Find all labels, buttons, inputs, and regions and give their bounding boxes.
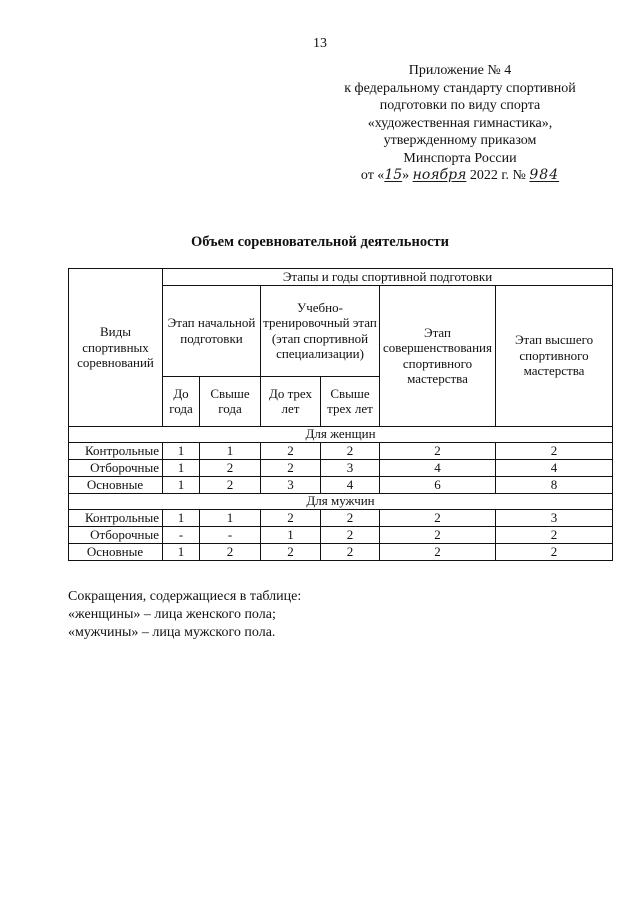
table-cell: 8: [496, 476, 613, 493]
date-year: 2022 г. №: [469, 168, 526, 183]
appendix-line-1: Приложение № 4: [408, 63, 512, 78]
table-cell: 1: [163, 543, 200, 560]
table-cell: 2: [200, 476, 261, 493]
table-row: [69, 526, 613, 543]
table-cell: 1: [163, 509, 200, 526]
subheader-over-three-years: Свыше трех лет: [321, 376, 380, 426]
table-cell: 2: [321, 442, 380, 459]
appendix-line-2: к федеральному стандарту спортивной: [344, 80, 576, 96]
table-cell: 2: [321, 543, 380, 560]
table-cell: 2: [261, 543, 321, 560]
date-mid: »: [402, 168, 410, 183]
table-cell: 2: [261, 459, 321, 476]
table-cell: 3: [496, 509, 613, 526]
table-cell: 3: [261, 476, 321, 493]
table-cell: 1: [163, 459, 200, 476]
col-header-kinds: Виды спортивных соревнований: [69, 269, 163, 427]
handwritten-month: ноября: [412, 167, 467, 183]
table-cell: 1: [163, 442, 200, 459]
subheader-over-year: Свыше года: [200, 376, 261, 426]
table-cell: 2: [496, 543, 613, 560]
order-date-line: [310, 167, 610, 185]
row-label: Основные: [69, 543, 163, 560]
table-cell: 2: [261, 442, 321, 459]
appendix-line-4: «художественная гимнастика»,: [367, 115, 553, 131]
table-cell: 2: [321, 509, 380, 526]
row-label: Основные: [69, 476, 163, 493]
col-header-improvement-stage: Этап совершенствования спортивного мастерства: [380, 285, 496, 426]
abbreviations-note: [68, 588, 301, 642]
section-women: Для женщин: [69, 426, 613, 442]
note-line-1: Сокращения, содержащиеся в таблице:: [68, 589, 302, 604]
table-row: [69, 476, 613, 493]
table-cell: -: [163, 526, 200, 543]
row-label: Отборочные: [69, 526, 163, 543]
appendix-line-3: подготовки по виду спорта: [379, 98, 541, 113]
subheader-up-to-year: До года: [163, 376, 200, 426]
date-prefix: от «: [360, 168, 385, 183]
row-label: Контрольные: [69, 442, 163, 459]
table-row: [69, 459, 613, 476]
table-cell: -: [200, 526, 261, 543]
table-cell: 4: [496, 459, 613, 476]
appendix-line-5: утвержденному приказом: [383, 133, 537, 148]
col-header-training-stage: Учебно-тренировочный этап (этап спортивной специализации): [261, 285, 380, 376]
table-cell: 1: [200, 509, 261, 526]
table-cell: 2: [496, 442, 613, 459]
col-header-stages: Этапы и годы спортивной подготовки: [163, 269, 613, 286]
table-cell: 1: [163, 476, 200, 493]
subheader-up-to-three-years: До трех лет: [261, 376, 321, 426]
table-cell: 6: [380, 476, 496, 493]
page-number: 13: [313, 36, 327, 51]
table-row: [69, 509, 613, 526]
table-cell: 4: [380, 459, 496, 476]
table-cell: 2: [496, 526, 613, 543]
section-men: Для мужчин: [69, 493, 613, 509]
appendix-line-6: Минспорта России: [403, 150, 517, 166]
row-label: Контрольные: [69, 509, 163, 526]
table-cell: 2: [261, 509, 321, 526]
appendix-header: [310, 62, 610, 185]
table-cell: 2: [380, 526, 496, 543]
col-header-higher-stage: Этап высшего спортивного мастерства: [496, 285, 613, 426]
table-row: [69, 543, 613, 560]
handwritten-order-number: 984: [529, 167, 560, 183]
table-cell: 2: [200, 459, 261, 476]
note-line-2: «женщины» – лица женского пола;: [68, 607, 276, 622]
table-cell: 1: [200, 442, 261, 459]
table-cell: 2: [380, 442, 496, 459]
table-cell: 1: [261, 526, 321, 543]
table-cell: 4: [321, 476, 380, 493]
row-label: Отборочные: [69, 459, 163, 476]
table-cell: 2: [200, 543, 261, 560]
note-line-3: «мужчины» – лица мужского пола.: [68, 625, 276, 640]
handwritten-day: 15: [384, 167, 403, 183]
table-cell: 2: [380, 543, 496, 560]
document-title: Объем соревновательной деятельности: [191, 234, 449, 250]
table-cell: 2: [321, 526, 380, 543]
competition-volume-table: [68, 268, 613, 561]
table-row: [69, 442, 613, 459]
col-header-initial-stage: Этап начальной подготовки: [163, 285, 261, 376]
table-cell: 3: [321, 459, 380, 476]
table-cell: 2: [380, 509, 496, 526]
